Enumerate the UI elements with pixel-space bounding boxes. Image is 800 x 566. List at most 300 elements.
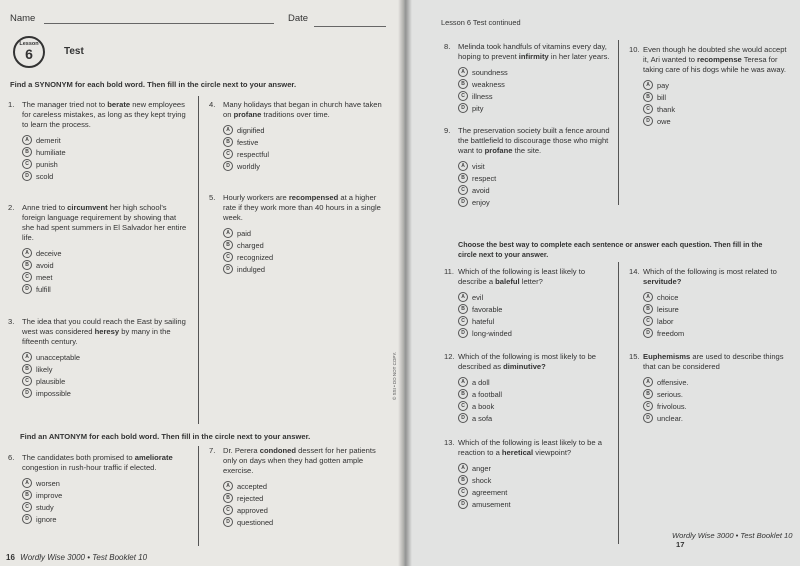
question-text-part: are used to describe things that can be considered [643, 352, 784, 371]
answer-bubble-icon[interactable]: C [22, 376, 32, 386]
answer-bubble-icon[interactable]: A [458, 377, 468, 387]
vocabulary-word: heresy [94, 327, 120, 336]
vocabulary-word: baleful [495, 277, 520, 286]
copyright-notice: © SSI • DO NOT COPY. [392, 352, 397, 400]
answer-bubble-icon[interactable]: A [22, 248, 32, 258]
question-13 [444, 438, 614, 510]
question-4 [209, 100, 389, 172]
question-stem [209, 100, 389, 120]
answer-option-label: frivolous. [657, 401, 687, 411]
answer-bubble-icon[interactable]: D [223, 264, 233, 274]
question-text [22, 317, 188, 347]
answer-option[interactable] [223, 124, 389, 136]
answer-bubble-icon[interactable]: A [458, 161, 468, 171]
answer-option[interactable] [643, 376, 794, 388]
answer-bubble-icon[interactable]: B [458, 79, 468, 89]
vocabulary-word: profane [484, 146, 513, 155]
answer-bubble-icon[interactable]: A [458, 292, 468, 302]
answer-option-label: a book [472, 401, 495, 411]
answer-option-label: labor [657, 316, 674, 326]
answer-option-label: ignore [36, 514, 57, 524]
answer-option[interactable] [458, 184, 614, 196]
question-number: 13. [444, 438, 455, 447]
answer-option[interactable] [458, 66, 614, 78]
name-line[interactable] [44, 23, 274, 24]
answer-option[interactable] [22, 477, 188, 489]
question-text [22, 203, 188, 243]
question-text-part: The candidates both promised to [22, 453, 135, 462]
right-footer-title: Wordly Wise 3000 • Test Booklet 10 [672, 531, 793, 540]
answer-option[interactable] [22, 351, 188, 363]
lesson-badge [13, 36, 45, 68]
question-stem [629, 352, 794, 372]
question-14 [629, 267, 794, 339]
answer-bubble-icon[interactable]: C [458, 487, 468, 497]
question-6 [8, 453, 188, 525]
answer-options [209, 227, 389, 275]
vocabulary-word: heretical [501, 448, 534, 457]
answer-option-label: a sofa [472, 413, 493, 423]
answer-option[interactable] [22, 134, 188, 146]
left-footer-title: Wordly Wise 3000 • Test Booklet 10 [20, 553, 148, 562]
answer-option-label: improve [36, 490, 63, 500]
question-number: 15. [629, 352, 640, 361]
question-text-part: The manager tried not to [22, 100, 108, 109]
answer-bubble-icon[interactable]: B [458, 173, 468, 183]
answer-option-label: indulged [237, 264, 265, 274]
answer-bubble-icon[interactable]: C [458, 316, 468, 326]
right-footer [672, 531, 800, 549]
question-number: 2. [8, 203, 15, 212]
question-number: 5. [209, 193, 216, 202]
answer-option[interactable] [458, 102, 614, 114]
answer-bubble-icon[interactable]: D [22, 514, 32, 524]
question-text [643, 352, 794, 372]
answer-option[interactable] [643, 303, 794, 315]
question-1 [8, 100, 188, 182]
book-gutter-shadow [398, 0, 412, 566]
synonym-instructions: Find a SYNONYM for each bold word. Then fill in the circle next to your answer. [10, 80, 297, 89]
answer-bubble-icon[interactable]: C [458, 401, 468, 411]
answer-option[interactable] [458, 412, 614, 424]
answer-bubble-icon[interactable]: B [22, 490, 32, 500]
continued-header: Lesson 6 Test continued [441, 18, 521, 27]
question-text [458, 126, 614, 156]
answer-bubble-icon[interactable]: C [643, 104, 653, 114]
question-text-part: her high school's foreign language requirement by showing that she had spent summers in El Salvador her entire life. [22, 203, 187, 242]
answer-option[interactable] [643, 388, 794, 400]
answer-option[interactable] [458, 327, 614, 339]
vocabulary-word: infirmity [518, 52, 549, 61]
vocabulary-word: recompensed [288, 193, 339, 202]
question-stem [8, 100, 188, 130]
question-text [223, 193, 389, 223]
answer-option-label: charged [237, 240, 264, 250]
question-text-part: Which of the following is most likely to be described as [458, 352, 597, 371]
answer-option[interactable] [458, 388, 614, 400]
question-text [458, 352, 614, 372]
answer-bubble-icon[interactable]: D [643, 413, 653, 423]
answer-options [629, 291, 794, 339]
answer-bubble-icon[interactable]: C [223, 252, 233, 262]
answer-option[interactable] [643, 315, 794, 327]
answer-option[interactable] [223, 251, 389, 263]
answer-option[interactable] [458, 172, 614, 184]
answer-option[interactable] [223, 160, 389, 172]
question-text-part: Dr. Perera [223, 446, 260, 455]
answer-option[interactable] [223, 516, 389, 528]
answer-option-label: a football [472, 389, 502, 399]
answer-bubble-icon[interactable]: A [643, 292, 653, 302]
question-number: 12. [444, 352, 455, 361]
answer-bubble-icon[interactable]: D [458, 413, 468, 423]
answer-bubble-icon[interactable]: A [223, 228, 233, 238]
question-5 [209, 193, 389, 275]
answer-option-label: punish [36, 159, 58, 169]
answer-option[interactable] [223, 480, 389, 492]
answer-option-label: enjoy [472, 197, 490, 207]
answer-bubble-icon[interactable]: B [643, 304, 653, 314]
question-10 [629, 45, 794, 127]
question-text-part: by many in the fifteenth century. [22, 327, 171, 346]
question-text [223, 100, 389, 120]
answer-bubble-icon[interactable]: C [22, 502, 32, 512]
answer-bubble-icon[interactable]: A [643, 80, 653, 90]
answer-bubble-icon[interactable]: D [458, 499, 468, 509]
answer-bubble-icon[interactable]: A [223, 125, 233, 135]
vocabulary-word: diminutive? [503, 362, 546, 371]
question-text-part: letter? [519, 277, 543, 286]
answer-option-label: impossible [36, 388, 71, 398]
answer-bubble-icon[interactable]: B [22, 260, 32, 270]
answer-option[interactable] [458, 90, 614, 102]
question-9 [444, 126, 614, 208]
answer-bubble-icon[interactable]: C [22, 272, 32, 282]
question-3 [8, 317, 188, 399]
answer-bubble-icon[interactable]: D [458, 328, 468, 338]
question-stem [444, 42, 614, 62]
answer-option[interactable] [643, 327, 794, 339]
question-number: 14. [629, 267, 640, 276]
question-8 [444, 42, 614, 114]
answer-bubble-icon[interactable]: C [458, 91, 468, 101]
answer-option[interactable] [643, 291, 794, 303]
answer-option[interactable] [223, 239, 389, 251]
answer-option[interactable] [643, 412, 794, 424]
answer-option[interactable] [22, 513, 188, 525]
answer-option-label: illness [472, 91, 493, 101]
question-text-part: Which of the following is least likely to describe a [458, 267, 586, 286]
answer-option[interactable] [458, 376, 614, 388]
question-number: 8. [444, 42, 451, 51]
question-number: 7. [209, 446, 216, 455]
answer-bubble-icon[interactable]: B [22, 147, 32, 157]
question-text [458, 438, 614, 458]
answer-bubble-icon[interactable]: A [22, 352, 32, 362]
left-footer-page-number: 16 [6, 553, 15, 562]
answer-option[interactable] [643, 115, 794, 127]
vocabulary-word: ameliorate [134, 453, 173, 462]
answer-option-label: avoid [36, 260, 54, 270]
name-label: Name [10, 13, 36, 24]
answer-options [444, 160, 614, 208]
answer-option-label: study [36, 502, 54, 512]
question-text-part: The preservation society built a fence around the battlefield to discourage those who might want to [458, 126, 610, 155]
answer-option-label: pay [657, 80, 669, 90]
answer-bubble-icon[interactable]: B [223, 493, 233, 503]
question-text-part: Melinda took handfuls of vitamins every day, hoping to prevent [458, 42, 607, 61]
question-15 [629, 352, 794, 424]
question-number: 10. [629, 45, 640, 54]
question-text [643, 45, 794, 75]
answer-option[interactable] [458, 315, 614, 327]
answer-bubble-icon[interactable]: B [22, 364, 32, 374]
answer-option-label: recognized [237, 252, 274, 262]
answer-option[interactable] [458, 160, 614, 172]
answer-option-label: evil [472, 292, 484, 302]
question-12 [444, 352, 614, 424]
answer-option-label: avoid [472, 185, 490, 195]
answer-options [8, 134, 188, 182]
answer-options [444, 462, 614, 510]
answer-option[interactable] [22, 146, 188, 158]
answer-bubble-icon[interactable]: D [223, 517, 233, 527]
antonym-instructions: Find an ANTONYM for each bold word. Then fill in the circle next to your answer. [20, 432, 311, 441]
answer-option-label: visit [472, 161, 485, 171]
question-text-part: Many holidays that began in church have taken on [223, 100, 382, 119]
answer-option-label: favorable [472, 304, 503, 314]
answer-option-label: leisure [657, 304, 679, 314]
answer-option[interactable] [223, 504, 389, 516]
answer-option-label: freedom [657, 328, 685, 338]
answer-option-label: worldly [237, 161, 260, 171]
answer-option-label: festive [237, 137, 259, 147]
answer-bubble-icon[interactable]: B [223, 240, 233, 250]
question-stem [8, 453, 188, 473]
answer-option[interactable] [458, 196, 614, 208]
answer-option-label: soundness [472, 67, 508, 77]
answer-option[interactable] [458, 498, 614, 510]
question-text [223, 446, 389, 476]
answer-option[interactable] [643, 91, 794, 103]
answer-option[interactable] [22, 375, 188, 387]
date-line[interactable] [314, 26, 386, 27]
answer-option[interactable] [22, 158, 188, 170]
answer-bubble-icon[interactable]: C [22, 159, 32, 169]
lesson-word: Lesson [19, 41, 39, 47]
answer-option-label: paid [237, 228, 251, 238]
answer-options [8, 247, 188, 295]
answer-option-label: hateful [472, 316, 495, 326]
vocabulary-word: servitude? [643, 277, 682, 286]
answer-bubble-icon[interactable]: B [643, 389, 653, 399]
right-page [392, 0, 800, 566]
answer-options [444, 376, 614, 424]
answer-bubble-icon[interactable]: B [643, 92, 653, 102]
column-divider-left-bottom [198, 446, 199, 546]
answer-bubble-icon[interactable]: D [22, 284, 32, 294]
answer-option[interactable] [458, 291, 614, 303]
answer-bubble-icon[interactable]: D [458, 197, 468, 207]
test-label: Test [64, 46, 84, 57]
question-text [22, 453, 188, 473]
answer-option-label: weakness [472, 79, 505, 89]
answer-bubble-icon[interactable]: A [458, 463, 468, 473]
answer-bubble-icon[interactable]: B [458, 389, 468, 399]
answer-option[interactable] [223, 136, 389, 148]
question-stem [629, 267, 794, 287]
question-text-part: The idea that you could reach the East by sailing west was considered [22, 317, 186, 336]
answer-option[interactable] [223, 227, 389, 239]
answer-option[interactable] [643, 103, 794, 115]
answer-bubble-icon[interactable]: A [458, 67, 468, 77]
column-divider-right-bottom [618, 262, 619, 544]
question-text-part: at a higher rate if they work more than 40 hours in a single week. [223, 193, 381, 222]
question-stem [444, 352, 614, 372]
answer-options [8, 477, 188, 525]
answer-bubble-icon[interactable]: D [458, 103, 468, 113]
question-stem [209, 193, 389, 223]
question-text-part: new employees for careless mistakes, as long as they kept trying to learn the process. [22, 100, 186, 129]
answer-option-label: demerit [36, 135, 61, 145]
answer-option[interactable] [458, 400, 614, 412]
question-7 [209, 446, 389, 528]
question-number: 6. [8, 453, 15, 462]
answer-option-label: questioned [237, 517, 274, 527]
question-number: 4. [209, 100, 216, 109]
answer-option-label: pity [472, 103, 484, 113]
answer-bubble-icon[interactable]: B [223, 137, 233, 147]
question-stem [8, 203, 188, 243]
question-stem [444, 267, 614, 287]
answer-option[interactable] [643, 79, 794, 91]
question-text-part: the site. [512, 146, 542, 155]
question-stem [444, 438, 614, 458]
answer-option[interactable] [22, 489, 188, 501]
column-divider-left-top [198, 96, 199, 424]
answer-option-label: dignified [237, 125, 265, 135]
answer-bubble-icon[interactable]: B [458, 304, 468, 314]
answer-option[interactable] [22, 501, 188, 513]
column-divider-right-top [618, 40, 619, 205]
answer-option[interactable] [223, 148, 389, 160]
question-text-part: congestion in rush-hour traffic if elected. [22, 463, 157, 472]
answer-option[interactable] [223, 492, 389, 504]
lesson-number: 6 [25, 46, 33, 62]
answer-bubble-icon[interactable]: C [223, 505, 233, 515]
answer-option-label: a doll [472, 377, 490, 387]
date-label: Date [288, 13, 309, 24]
answer-bubble-icon[interactable]: A [22, 478, 32, 488]
answer-option-label: long-winded [472, 328, 512, 338]
answer-option-label: scold [36, 171, 54, 181]
answer-option-label: humiliate [36, 147, 66, 157]
answer-bubble-icon[interactable]: D [223, 161, 233, 171]
answer-option[interactable] [22, 259, 188, 271]
question-stem [629, 45, 794, 75]
answer-options [8, 351, 188, 399]
answer-bubble-icon[interactable]: C [643, 316, 653, 326]
answer-option-label: approved [237, 505, 268, 515]
answer-options [629, 376, 794, 424]
answer-option-label: unclear. [657, 413, 683, 423]
question-number: 11. [444, 267, 454, 276]
question-text [22, 100, 188, 130]
vocabulary-word: profane [233, 110, 262, 119]
answer-bubble-icon[interactable]: C [643, 401, 653, 411]
question-text-part: Teresa for taking care of his dogs while he was away. [643, 55, 786, 74]
answer-bubble-icon[interactable]: D [643, 328, 653, 338]
answer-option-label: owe [657, 116, 671, 126]
question-text-part: in her later years. [548, 52, 610, 61]
answer-option[interactable] [223, 263, 389, 275]
answer-option-label: likely [36, 364, 53, 374]
answer-bubble-icon[interactable]: D [643, 116, 653, 126]
answer-options [444, 66, 614, 114]
answer-option[interactable] [22, 363, 188, 375]
answer-option-label: offensive. [657, 377, 689, 387]
answer-option[interactable] [458, 462, 614, 474]
answer-bubble-icon[interactable]: D [22, 388, 32, 398]
answer-option[interactable] [458, 486, 614, 498]
answer-option-label: choice [657, 292, 679, 302]
answer-bubble-icon[interactable]: A [22, 135, 32, 145]
answer-options [209, 480, 389, 528]
vocabulary-word: berate [107, 100, 131, 109]
question-number: 3. [8, 317, 15, 326]
answer-options [629, 79, 794, 127]
answer-bubble-icon[interactable]: C [223, 149, 233, 159]
answer-option[interactable] [458, 78, 614, 90]
answer-option[interactable] [22, 283, 188, 295]
question-stem [8, 317, 188, 347]
answer-option-label: rejected [237, 493, 264, 503]
best-answer-instructions: Choose the best way to complete each sentence or answer each question. Then fill in the circle next to your answer. [458, 240, 763, 259]
question-text-part: Which of the following is least likely to be a reaction to a [458, 438, 602, 457]
question-stem [209, 446, 389, 476]
answer-option-label: serious. [657, 389, 683, 399]
answer-bubble-icon[interactable]: A [643, 377, 653, 387]
answer-option[interactable] [22, 271, 188, 283]
answer-bubble-icon[interactable]: A [223, 481, 233, 491]
answer-option-label: respect [472, 173, 497, 183]
question-11 [444, 267, 614, 339]
answer-options [209, 124, 389, 172]
answer-bubble-icon[interactable]: D [22, 171, 32, 181]
vocabulary-word: condoned [259, 446, 296, 455]
question-text-part: viewpoint? [533, 448, 572, 457]
answer-option[interactable] [22, 170, 188, 182]
vocabulary-word: recompense [697, 55, 742, 64]
answer-option[interactable] [458, 303, 614, 315]
question-text-part: Anne tried to [22, 203, 68, 212]
question-text-part: dessert for her patients only on days when they had gotten ample exercise. [223, 446, 376, 475]
right-footer-page-number: 17 [676, 540, 685, 549]
answer-option-label: respectful [237, 149, 270, 159]
answer-option-label: fulfill [36, 284, 51, 294]
question-text [458, 42, 614, 62]
answer-options [444, 291, 614, 339]
answer-option[interactable] [22, 387, 188, 399]
answer-bubble-icon[interactable]: B [458, 475, 468, 485]
answer-option[interactable] [22, 247, 188, 259]
answer-option[interactable] [643, 400, 794, 412]
question-stem [444, 126, 614, 156]
answer-option[interactable] [458, 474, 614, 486]
answer-option-label: unacceptable [36, 352, 80, 362]
answer-option-label: meet [36, 272, 53, 282]
answer-bubble-icon[interactable]: C [458, 185, 468, 195]
